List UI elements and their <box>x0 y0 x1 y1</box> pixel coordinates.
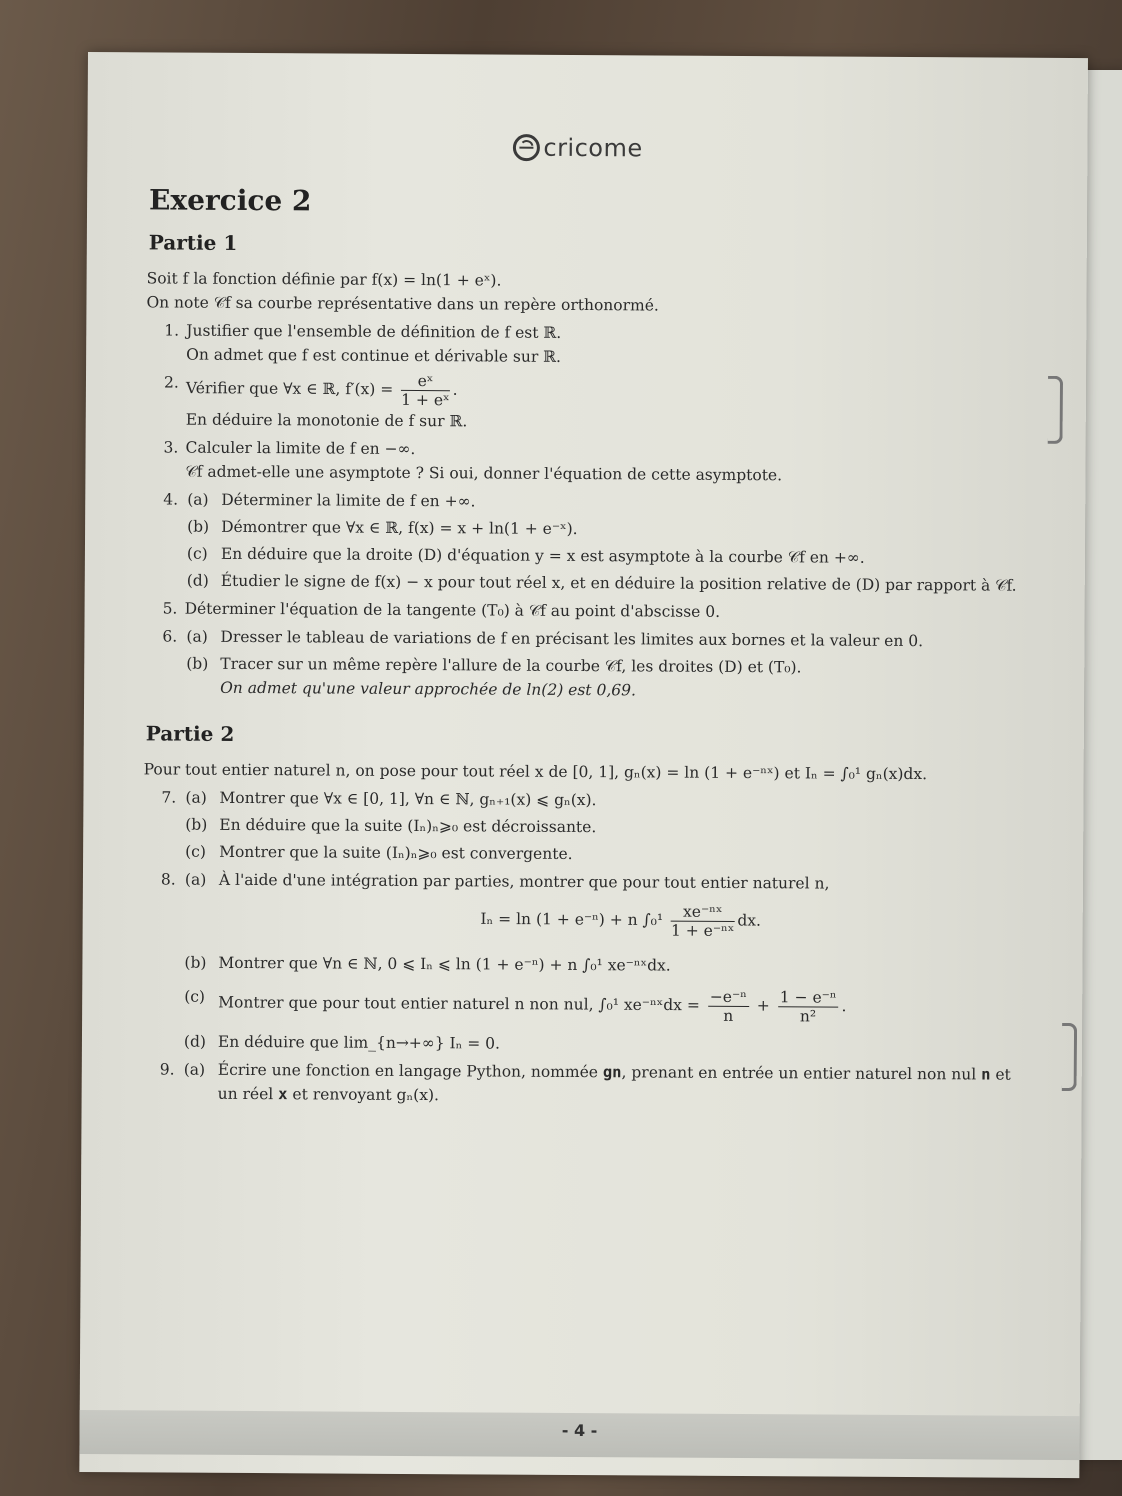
sub-label: (d) <box>183 1032 207 1051</box>
subquestion-7b <box>183 813 1023 842</box>
intro-line-1: Soit f la fonction définie par f(x) = ln(1 + eˣ). <box>146 269 502 290</box>
formula-block <box>219 900 1023 942</box>
formula-part: dx. <box>737 911 762 930</box>
formula-part: Iₙ = ln (1 + e⁻ⁿ) + n ∫₀¹ <box>480 909 664 930</box>
sub-label: (a) <box>186 627 208 646</box>
sub-label: (a) <box>184 870 207 889</box>
fraction-denominator: n² <box>799 1007 817 1026</box>
fraction-denominator: 1 + eˣ <box>401 390 450 410</box>
sub-label: (b) <box>186 654 209 673</box>
question-number: 6. <box>162 627 178 646</box>
sub-text: En déduire que lim_{n→+∞} Iₙ = 0. <box>217 1032 501 1053</box>
subquestion-6a <box>184 625 1024 654</box>
question-text: On admet que f est continue et dérivable sur ℝ. <box>186 345 562 366</box>
code-name: n <box>981 1065 991 1084</box>
fraction <box>401 372 450 409</box>
question-3 <box>145 435 1025 488</box>
exercise-content <box>142 182 1028 1114</box>
fraction-numerator: eˣ <box>401 372 450 391</box>
question-7 <box>143 785 1023 868</box>
sub-text: Dresser le tableau de variations de f en précisant les limites aux bornes et la valeur en 0. <box>220 627 924 651</box>
question-5 <box>145 596 1025 625</box>
sub-text: Tracer sur un même repère l'allure de la courbe 𝒞f, les droites (D) et (T₀). <box>220 654 802 677</box>
ecricome-logo <box>511 133 642 164</box>
question-text: Justifier que l'ensemble de définition de f est ℝ. <box>186 321 562 342</box>
question-number: 9. <box>159 1060 175 1079</box>
sub-text: Démontrer que ∀x ∈ ℝ, f(x) = x + ln(1 + e⁻ˣ). <box>221 517 578 538</box>
subquestion-4a <box>185 488 1025 517</box>
logo-text: cricome <box>543 133 643 163</box>
sub-text: En déduire que la suite (Iₙ)ₙ⩾₀ est décroissante. <box>219 815 597 837</box>
partie2-title: Partie 2 <box>145 721 235 746</box>
sub-text: Montrer que la suite (Iₙ)ₙ⩾₀ est convergente. <box>219 842 573 863</box>
sub-note: On admet qu'une valeur approchée de ln(2) est 0,69. <box>220 678 636 700</box>
sub-label: (b) <box>185 815 208 834</box>
staple-bottom <box>1062 1023 1077 1091</box>
sub-label: (b) <box>187 517 210 536</box>
fraction-numerator: 1 − e⁻ⁿ <box>778 988 839 1007</box>
question-4 <box>145 487 1026 597</box>
page-number: - 4 - <box>561 1420 598 1441</box>
fraction <box>671 903 735 940</box>
sub-label: (d) <box>186 571 209 590</box>
sub-label: (c) <box>186 544 208 563</box>
code-name: gn <box>602 1063 622 1082</box>
question-text: 𝒞f admet-elle une asymptote ? Si oui, donner l'équation de cette asymptote. <box>185 462 783 485</box>
subquestion-4c <box>185 542 1025 571</box>
subquestion-4b <box>185 515 1025 544</box>
partie1-title: Partie 1 <box>148 230 238 255</box>
question-number: 5. <box>162 599 178 618</box>
sub-text: et renvoyant gₙ(x). <box>287 1085 440 1105</box>
question-text: Calculer la limite de f en −∞. <box>185 438 416 459</box>
question-number: 1. <box>164 321 180 340</box>
ecricome-e-icon <box>511 133 541 163</box>
subquestion-7a <box>183 786 1023 815</box>
subquestion-8d <box>182 1030 1022 1059</box>
sub-label: (c) <box>184 987 206 1006</box>
subquestion-8b <box>182 951 1022 980</box>
sub-label: (c) <box>185 842 206 861</box>
fraction-denominator: n <box>723 1006 734 1025</box>
sub-label: (a) <box>185 788 207 807</box>
question-text: Déterminer l'équation de la tangente (T₀) à 𝒞f au point d'abscisse 0. <box>184 599 721 621</box>
question-8 <box>142 867 1023 1058</box>
sub-text: Déterminer la limite de f en +∞. <box>221 490 476 511</box>
sub-label: (a) <box>187 490 209 509</box>
question-text: Vérifier que ∀x ∈ ℝ, f′(x) = <box>185 379 394 399</box>
question-1 <box>146 318 1026 371</box>
operator: + <box>756 996 770 1015</box>
sub-text: En déduire que la droite (D) d'équation y = x est asymptote à la courbe 𝒞f en +∞. <box>220 544 865 567</box>
question-number: 4. <box>163 490 179 509</box>
question-number: 7. <box>161 788 177 807</box>
exercise-title: Exercice 2 <box>148 183 312 218</box>
staple-top <box>1048 376 1063 444</box>
sub-label: (a) <box>183 1060 206 1079</box>
subquestion-7c <box>183 840 1023 869</box>
subquestion-9a <box>182 1058 1022 1111</box>
fraction <box>708 988 749 1025</box>
question-6 <box>144 624 1024 704</box>
question-9 <box>142 1057 1022 1110</box>
sub-text: Étudier le signe de f(x) − x pour tout réel x, et en déduire la position relative de (D) par rapport à 𝒞f. <box>220 571 1017 595</box>
punctuation: . <box>841 997 847 1016</box>
intro-line-2: On note 𝒞f sa courbe représentative dans un repère orthonormé. <box>146 293 659 315</box>
sub-text: Montrer que pour tout entier naturel n non nul, ∫₀¹ xe⁻ⁿˣdx = <box>218 993 700 1015</box>
sub-text: Montrer que ∀n ∈ ℕ, 0 ⩽ Iₙ ⩽ ln (1 + e⁻ⁿ) + n ∫₀¹ xe⁻ⁿˣdx. <box>218 953 671 975</box>
fraction-denominator: 1 + e⁻ⁿˣ <box>670 921 735 940</box>
sub-label: (b) <box>184 953 207 972</box>
fraction-numerator: xe⁻ⁿˣ <box>671 903 734 922</box>
fraction <box>778 988 839 1025</box>
question-number: 2. <box>163 373 179 392</box>
sub-text: À l'aide d'une intégration par parties, montrer que pour tout entier naturel n, <box>218 870 830 893</box>
punctuation: . <box>452 380 458 399</box>
sub-text: , prenant en entrée un entier naturel non nul <box>621 1063 982 1084</box>
subquestion-8c <box>182 985 1022 1027</box>
fraction-numerator: −e⁻ⁿ <box>708 988 749 1007</box>
document-page <box>79 52 1088 1478</box>
question-text: En déduire la monotonie de f sur ℝ. <box>185 410 468 431</box>
question-number: 3. <box>163 438 179 457</box>
sub-text: Écrire une fonction en langage Python, nommée <box>217 1060 603 1082</box>
sub-text: Montrer que ∀x ∈ [0, 1], ∀n ∈ ℕ, gₙ₊₁(x) ⩽ gₙ(x). <box>219 788 597 810</box>
partie2-intro: Pour tout entier naturel n, on pose pour tout réel x de [0, 1], gₙ(x) = ln (1 + e⁻ⁿˣ) et Iₙ = ∫₀¹ gₙ(x)dx. <box>143 760 928 784</box>
code-name: x <box>278 1085 288 1104</box>
question-2 <box>146 370 1026 436</box>
sub-text: et un réel <box>217 1065 1011 1104</box>
question-number: 8. <box>160 870 176 889</box>
subquestion-4d <box>185 569 1025 598</box>
subquestion-6b <box>184 652 1024 705</box>
subquestion-8a <box>183 868 1023 942</box>
